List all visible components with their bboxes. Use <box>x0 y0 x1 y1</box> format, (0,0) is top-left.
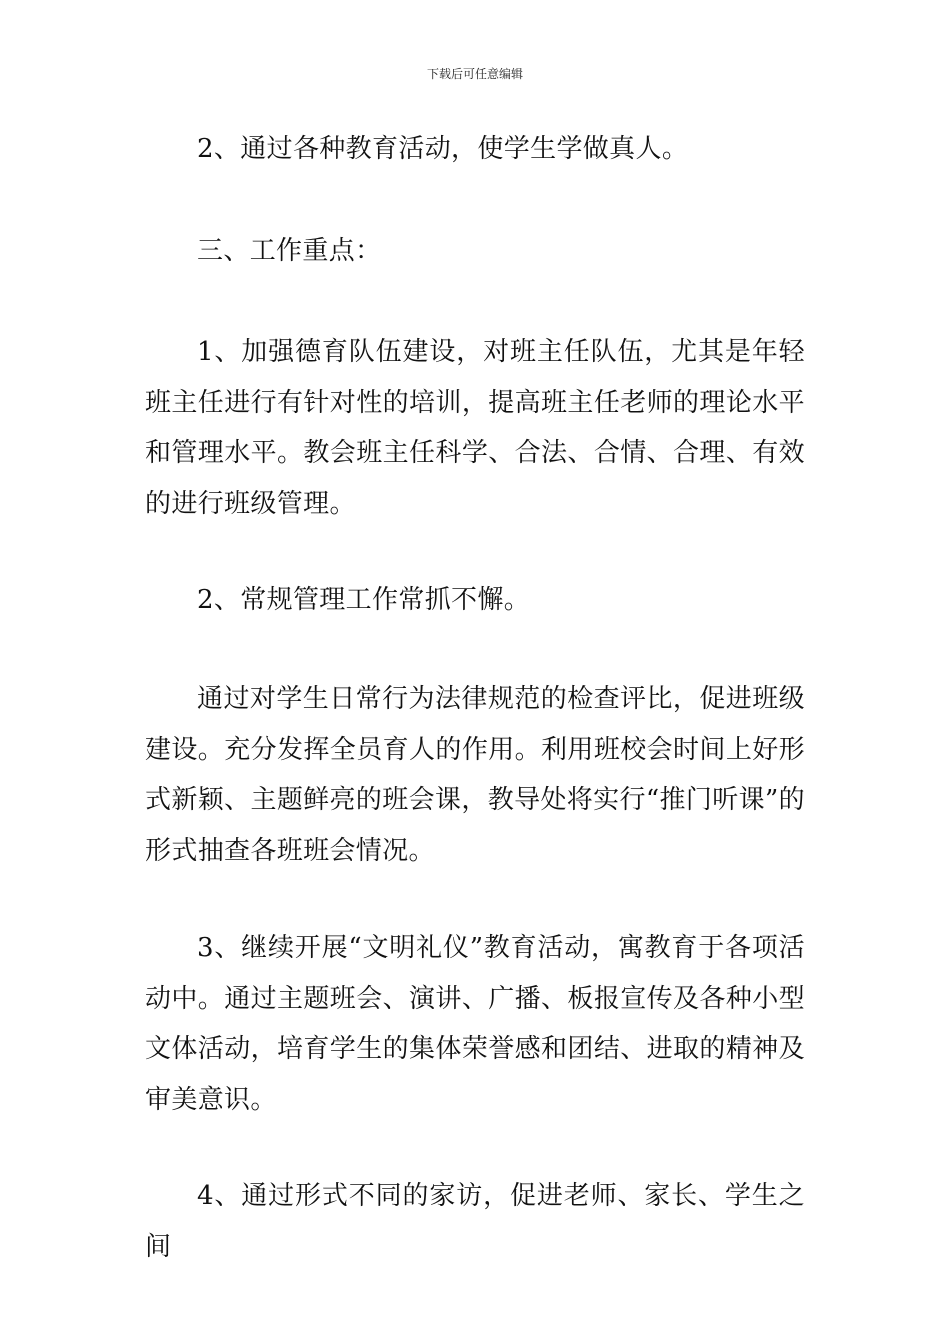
paragraph-focus-3: 3、继续开展“文明礼仪”教育活动，寓教育于各项活动中。通过主题班会、演讲、广播、板报宣传及各种小型文体活动，培育学生的集体荣誉感和团结、进取的精神及审美意识。 <box>145 933 805 1115</box>
page-header-note: 下载后可任意编辑 <box>426 67 523 81</box>
paragraph-focus-2: 2、常规管理工作常抓不懈。 <box>197 585 531 615</box>
paragraph-focus-4: 4、通过形式不同的家访，促进老师、家长、学生之间 <box>145 1181 805 1262</box>
section-heading-work-focus: 三、工作重点： <box>197 236 382 266</box>
paragraph-goal-2: 2、通过各种教育活动，使学生学做真人。 <box>197 134 689 164</box>
paragraph-routine-management: 通过对学生日常行为法律规范的检查评比，促进班级建设。充分发挥全员育人的作用。利用班校会时间上好形式新颖、主题鲜亮的班会课，教导处将实行“推门听课”的形式抽查各班班会情况。 <box>145 684 805 866</box>
paragraph-focus-1: 1、加强德育队伍建设，对班主任队伍，尤其是年轻班主任进行有针对性的培训，提高班主任老师的理论水平和管理水平。教会班主任科学、合法、合情、合理、有效的进行班级管理。 <box>145 337 805 519</box>
